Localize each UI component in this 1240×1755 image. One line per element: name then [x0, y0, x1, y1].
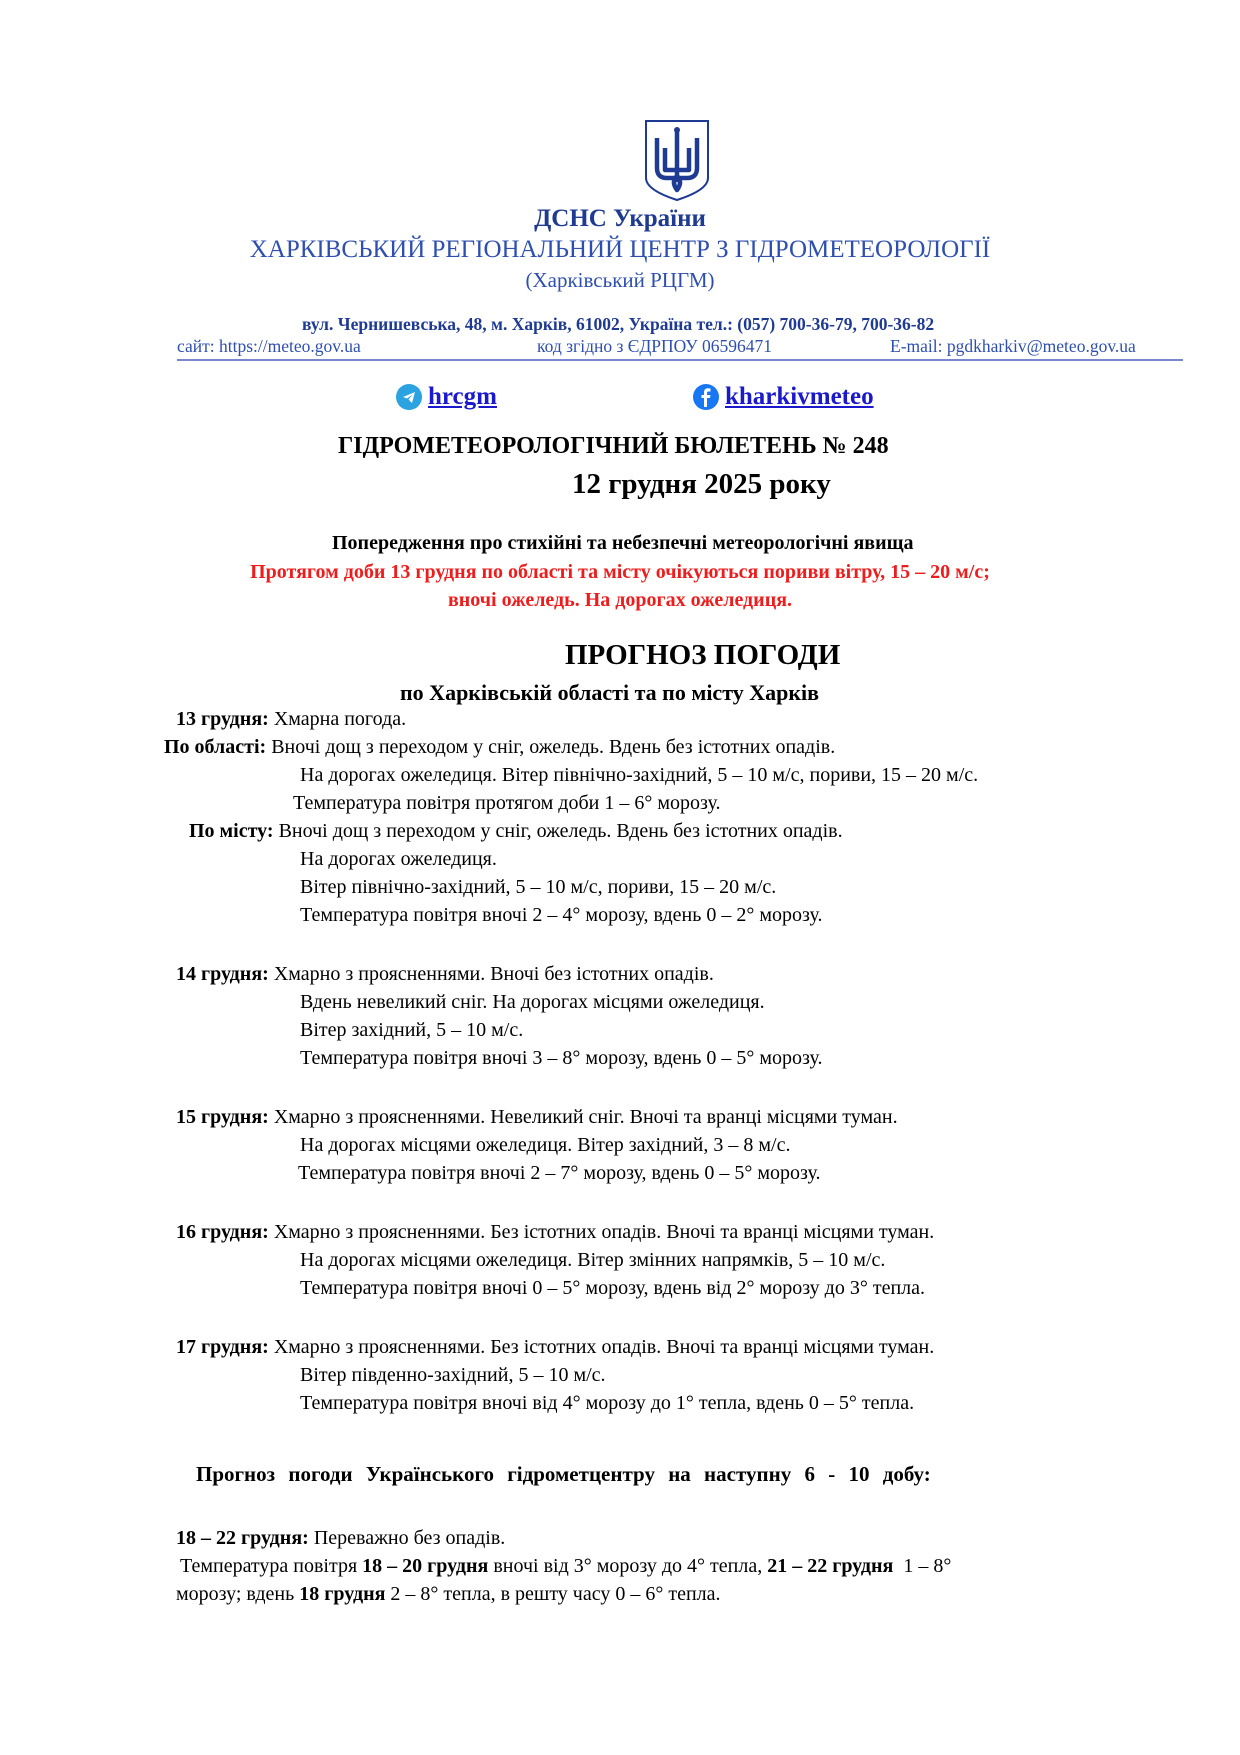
- day-label: 15 грудня:: [176, 1106, 269, 1128]
- day-label: 17 грудня:: [176, 1336, 269, 1358]
- text: морозу; вдень: [176, 1583, 295, 1605]
- day-label: 13 грудня:: [176, 708, 269, 730]
- forecast-line: На дорогах місцями ожеледиця. Вітер західний, 3 – 8 м/с.: [300, 1134, 791, 1156]
- facebook-icon: [693, 384, 719, 410]
- center-name: ХАРКІВСЬКИЙ РЕГІОНАЛЬНИЙ ЦЕНТР З ГІДРОМЕТЕОРОЛОГІЇ: [249, 236, 991, 263]
- day-label: 16 грудня:: [176, 1221, 269, 1243]
- warning-title: Попередження про стихійні та небезпечні метеорологічні явища: [332, 532, 914, 554]
- extended-temperature-line: [180, 1555, 951, 1578]
- forecast-line: Вітер південно-західний, 5 – 10 м/с.: [300, 1364, 606, 1386]
- region-forecast: [164, 736, 835, 759]
- forecast-line: Хмарно з проясненнями. Вночі без істотних опадів.: [273, 963, 714, 985]
- organization-name: ДСНС України: [534, 205, 706, 232]
- forecast-line: На дорогах ожеледиця.: [300, 848, 497, 870]
- city-label: По місту:: [189, 820, 274, 842]
- facebook-link[interactable]: [693, 383, 874, 411]
- warning-line: Протягом доби 13 грудня по області та місту очікуються пориви вітру, 15 – 20 м/с;: [250, 561, 990, 583]
- city-forecast: [189, 820, 843, 843]
- bulletin-date: 12 грудня 2025 року: [572, 468, 831, 500]
- coat-of-arms-icon: [643, 118, 711, 202]
- forecast-line: Температура повітря вночі 2 – 7° морозу, вдень 0 – 5° морозу.: [298, 1162, 821, 1184]
- text: 2 – 8° тепла, в решту часу 0 – 6° тепла.: [390, 1583, 721, 1605]
- day-label: 14 грудня:: [176, 963, 269, 985]
- warning-line: вночі ожеледь. На дорогах ожеледиця.: [447, 589, 793, 611]
- date-range: 18 – 20 грудня: [362, 1555, 489, 1577]
- forecast-day-15: [176, 1106, 898, 1129]
- extended-period: [176, 1527, 505, 1550]
- forecast-line: Температура повітря вночі від 4° морозу до 1° тепла, вдень 0 – 5° тепла.: [300, 1392, 915, 1414]
- text: Температура повітря: [180, 1555, 358, 1577]
- date-range: 18 грудня: [299, 1583, 386, 1605]
- region-label: По області:: [164, 736, 267, 758]
- telegram-icon: [396, 384, 422, 410]
- period-label: 18 – 22 грудня:: [176, 1527, 309, 1549]
- edrpou-code: код згідно з ЄДРПОУ 06596471: [537, 336, 773, 356]
- email[interactable]: E-mail: pgdkharkiv@meteo.gov.ua: [890, 336, 1136, 356]
- forecast-line: Вдень невеликий сніг. На дорогах місцями ожеледиця.: [300, 991, 765, 1013]
- facebook-handle[interactable]: kharkivmeteo: [725, 383, 874, 410]
- forecast-day-17: [176, 1336, 934, 1359]
- telegram-link[interactable]: [396, 383, 497, 411]
- forecast-line: Температура повітря вночі 3 – 8° морозу, вдень 0 – 5° морозу.: [300, 1047, 823, 1069]
- header-divider: [177, 359, 1183, 361]
- extended-forecast-title: Прогноз погоди Українського гідрометцентру на наступну 6 - 10 добу:: [196, 1462, 931, 1486]
- period-summary: Переважно без опадів.: [313, 1527, 506, 1549]
- center-abbreviation: (Харківський РЦГМ): [525, 268, 715, 292]
- forecast-line: Хмарно з проясненнями. Без істотних опадів. Вночі та вранці місцями туман.: [273, 1221, 935, 1243]
- day-summary: Хмарна погода.: [273, 708, 407, 730]
- forecast-line: На дорогах місцями ожеледиця. Вітер змінних напрямків, 5 – 10 м/с.: [300, 1249, 886, 1271]
- forecast-line: Вітер західний, 5 – 10 м/с.: [300, 1019, 524, 1041]
- forecast-line: Вночі дощ з переходом у сніг, ожеледь. Вдень без істотних опадів.: [278, 820, 843, 842]
- website[interactable]: сайт: https://meteo.gov.ua: [177, 336, 361, 356]
- forecast-line: На дорогах ожеледиця. Вітер північно-західний, 5 – 10 м/с, пориви, 15 – 20 м/с.: [300, 764, 979, 786]
- text: вночі від 3° морозу до 4° тепла,: [493, 1555, 763, 1577]
- bulletin-title: ГІДРОМЕТЕОРОЛОГІЧНИЙ БЮЛЕТЕНЬ № 248: [338, 433, 889, 459]
- forecast-line: Вітер північно-західний, 5 – 10 м/с, пориви, 15 – 20 м/с.: [300, 876, 777, 898]
- forecast-day-16: [176, 1221, 934, 1244]
- text: 1 – 8°: [903, 1555, 952, 1577]
- address: вул. Чернишевська, 48, м. Харків, 61002, Україна тел.: (057) 700-36-79, 700-36-82: [302, 314, 935, 334]
- extended-temperature-line: [176, 1583, 721, 1606]
- forecast-line: Температура повітря вночі 0 – 5° морозу, вдень від 2° морозу до 3° тепла.: [300, 1277, 926, 1299]
- forecast-line: Вночі дощ з переходом у сніг, ожеледь. Вдень без істотних опадів.: [271, 736, 836, 758]
- date-range: 21 – 22 грудня: [767, 1555, 894, 1577]
- telegram-handle[interactable]: hrcgm: [428, 383, 497, 410]
- forecast-line: Хмарно з проясненнями. Невеликий сніг. Вночі та вранці місцями туман.: [273, 1106, 898, 1128]
- forecast-day-13: [176, 708, 406, 731]
- warning-text: [0, 558, 1240, 614]
- forecast-day-14: [176, 963, 714, 986]
- forecast-subtitle: по Харківській області та по місту Харків: [400, 680, 819, 705]
- forecast-title: ПРОГНОЗ ПОГОДИ: [565, 639, 841, 671]
- forecast-line: Температура повітря вночі 2 – 4° морозу, вдень 0 – 2° морозу.: [300, 904, 823, 926]
- forecast-line: Хмарно з проясненнями. Без істотних опадів. Вночі та вранці місцями туман.: [273, 1336, 935, 1358]
- forecast-line: Температура повітря протягом доби 1 – 6° морозу.: [293, 792, 721, 814]
